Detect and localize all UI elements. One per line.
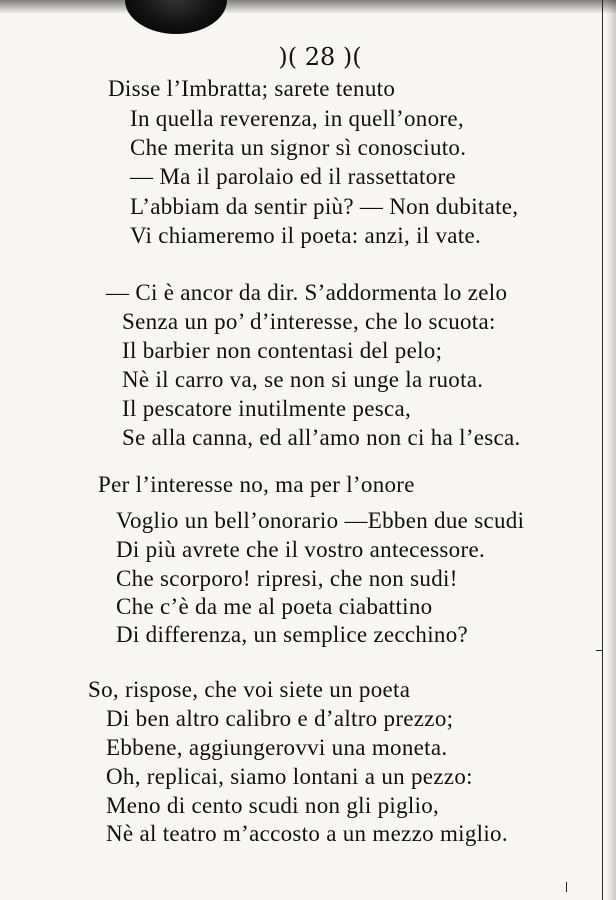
verse-line: Oh, replicai, siamo lontani a un pezzo:	[106, 764, 473, 789]
verse-line: — Ma il parolaio ed il rassettatore	[130, 164, 457, 189]
verse-line: L’abbiam da sentir più? — Non dubitate,	[130, 194, 519, 219]
verse-line: Il barbier non contentasi del pelo;	[122, 338, 443, 363]
verse-line: Di ben altro calibro e d’altro prezzo;	[106, 706, 454, 731]
edge-mark	[596, 650, 602, 651]
verse-line: Meno di cento scudi non gli piglio,	[106, 793, 440, 818]
verse-line: Disse l’Imbratta; sarete tenuto	[108, 76, 396, 101]
top-shadow	[0, 0, 616, 14]
verse-line: Nè al teatro m’accosto a un mezzo miglio.	[106, 821, 508, 846]
verse-line: Ebbene, aggiungerovvi una moneta.	[106, 735, 448, 760]
verse-line: Voglio un bell’onorario —Ebben due scudi	[116, 508, 525, 533]
verse-line: Per l’interesse no, ma per l’onore	[98, 472, 415, 497]
verse-line: Di più avrete che il vostro antecessore.	[116, 537, 486, 562]
verse-line: Nè il carro va, se non si unge la ruota.	[122, 367, 484, 392]
page-number: )( 28 )(	[278, 43, 362, 71]
verse-line: In quella reverenza, in quell’onore,	[130, 106, 464, 131]
binding-hole	[125, 0, 227, 34]
verse-line: Che merita un signor sì conosciuto.	[130, 135, 467, 160]
edge-mark	[566, 882, 567, 892]
verse-line: Che scorporo! ripresi, che non sudi!	[116, 566, 458, 591]
verse-line: Se alla canna, ed all’amo non ci ha l’esca.	[122, 425, 521, 450]
verse-line: Senza un po’ d’interesse, che lo scuota:	[122, 309, 496, 334]
verse-line: — Ci è ancor da dir. S’addormenta lo zelo	[106, 280, 508, 305]
page-edge-line	[602, 0, 603, 900]
page-edge-shadow	[606, 0, 616, 900]
verse-line: Il pescatore inutilmente pesca,	[122, 396, 412, 421]
verse-line: Che c’è da me al poeta ciabattino	[116, 594, 433, 619]
verse-line: Di differenza, un semplice zecchino?	[116, 622, 469, 647]
verse-line: Vi chiameremo il poeta: anzi, il vate.	[130, 223, 482, 248]
verse-line: So, rispose, che voi siete un poeta	[88, 677, 411, 702]
